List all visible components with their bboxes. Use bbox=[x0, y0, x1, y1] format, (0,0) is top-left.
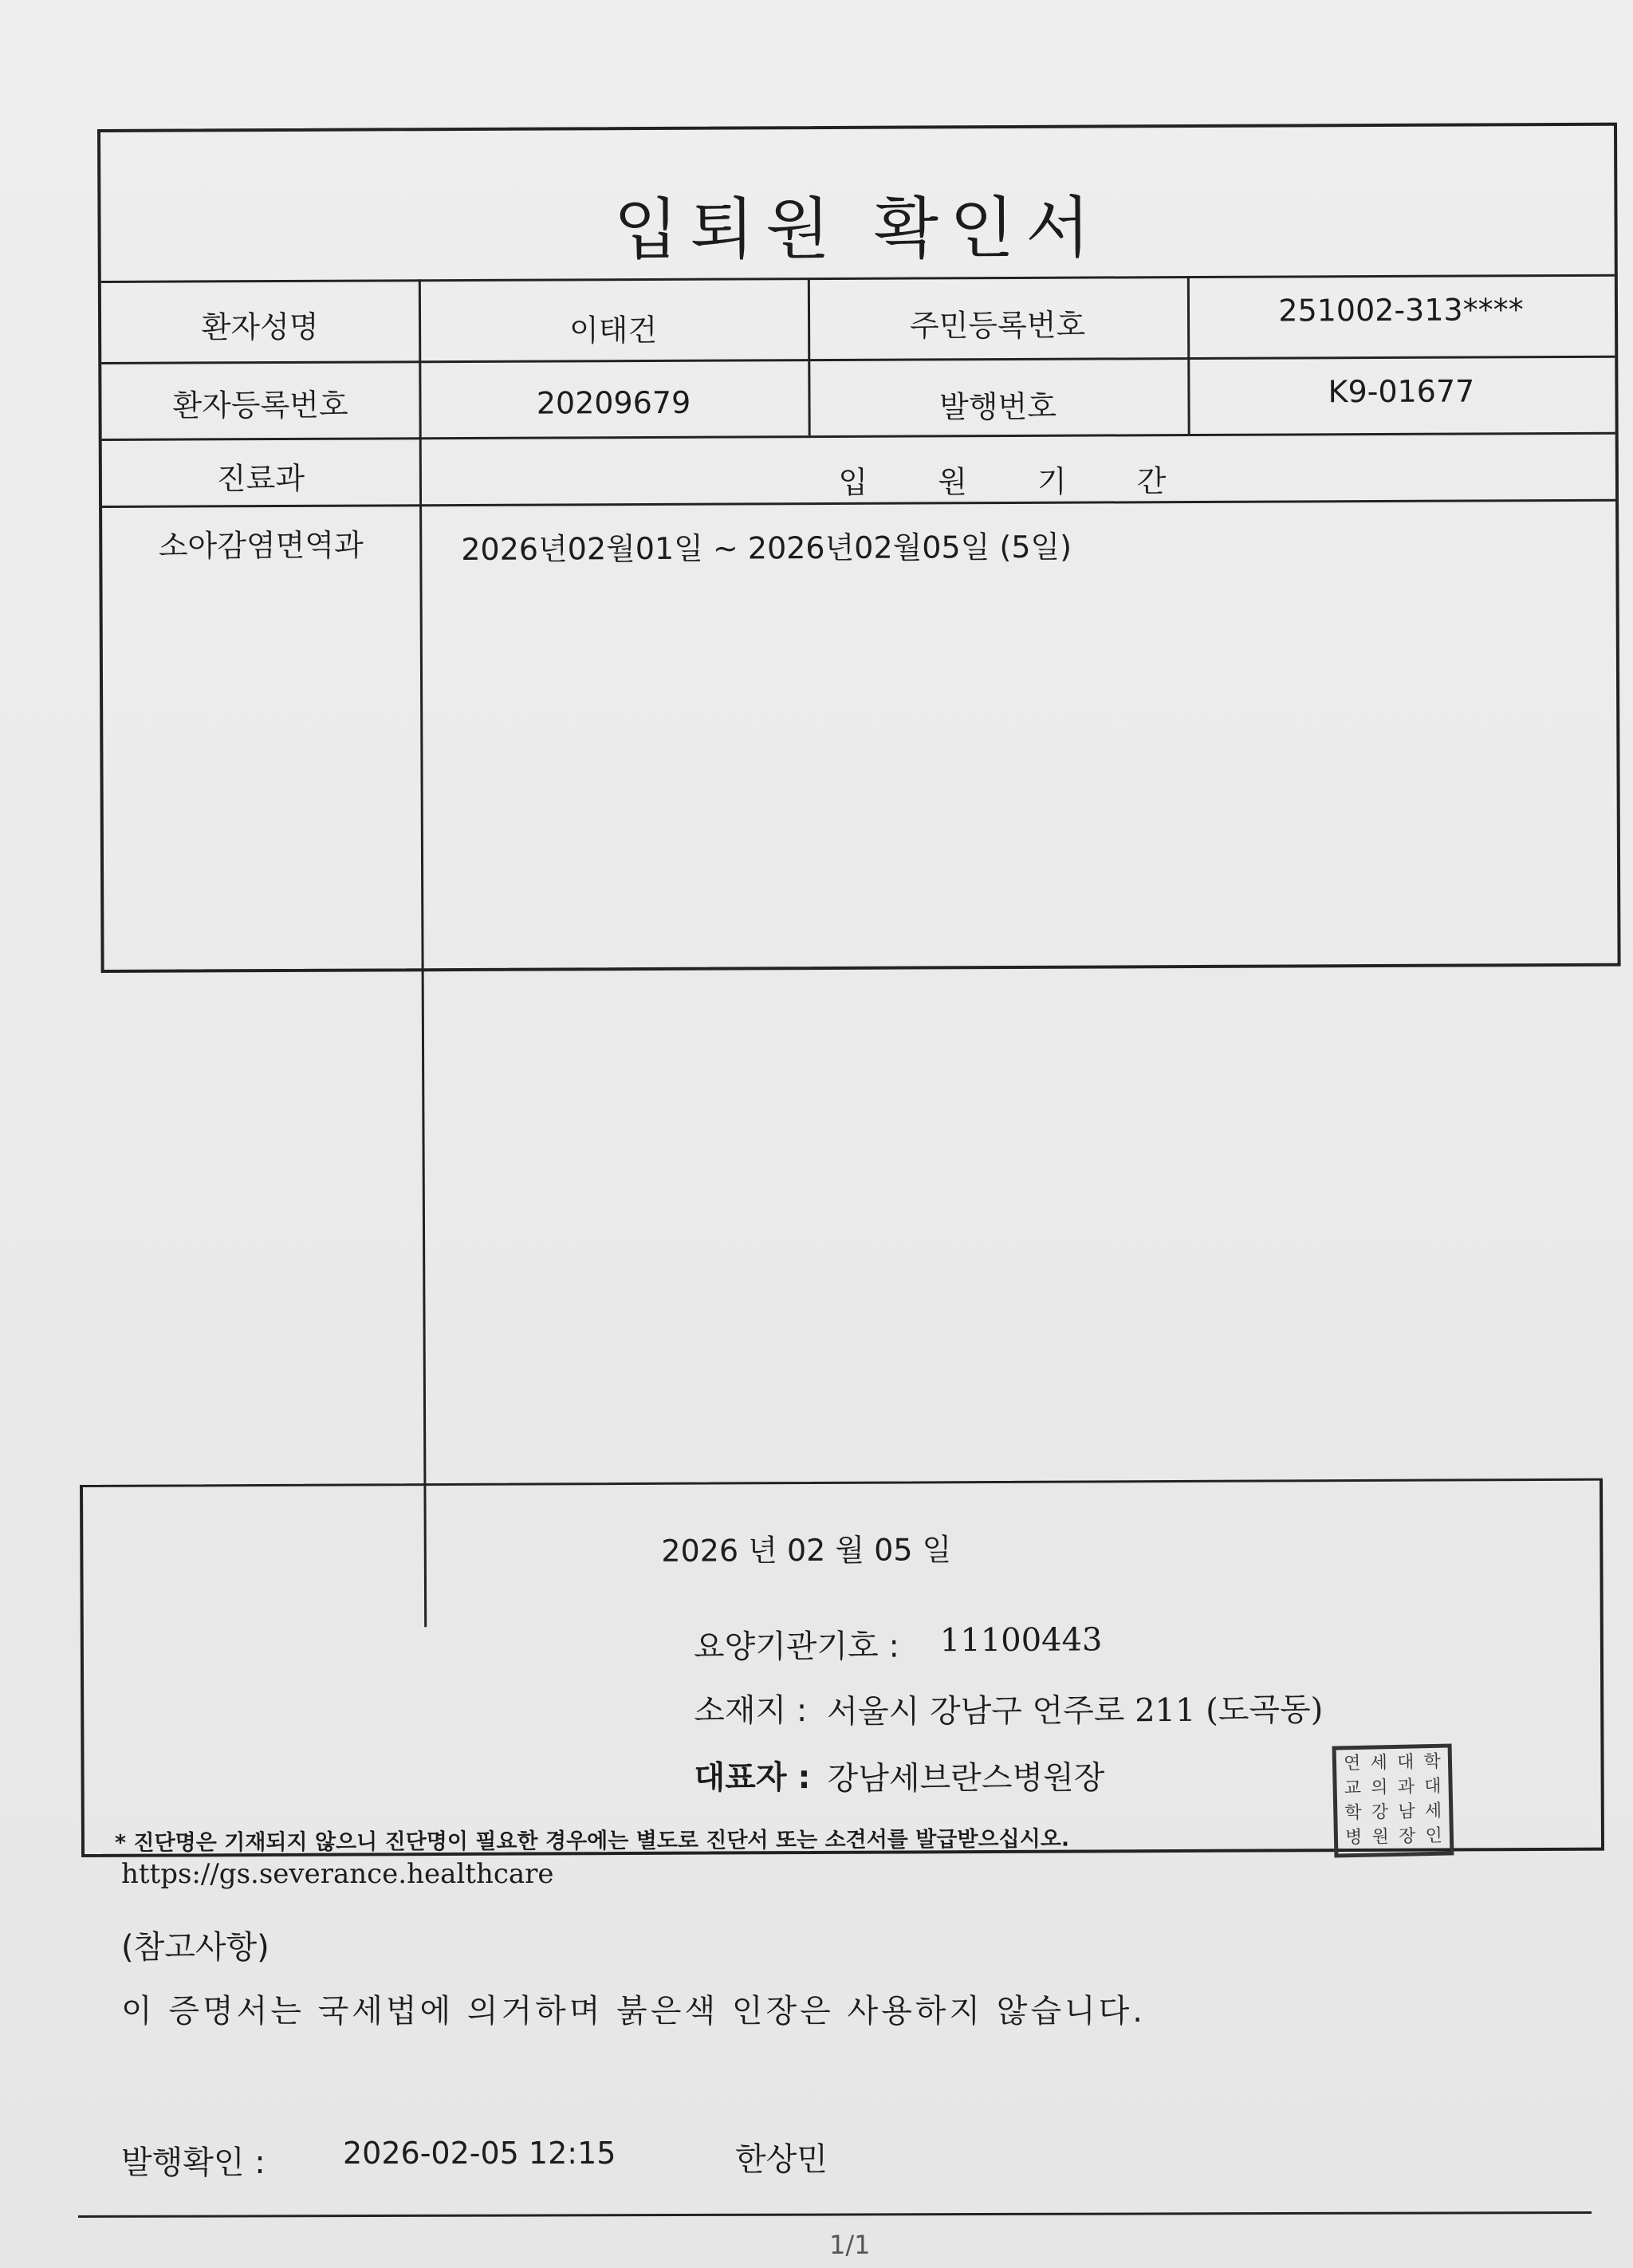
issuance-label: 발행확인 : bbox=[121, 2144, 266, 2181]
label-resident-number: 주민등록번호 bbox=[909, 307, 1086, 344]
divider bbox=[101, 356, 1615, 364]
issuer-name: 한상민 bbox=[735, 2141, 828, 2178]
address-label: 소재지 : bbox=[694, 1692, 808, 1730]
value-issue-number: K9-01677 bbox=[1328, 373, 1475, 410]
page-number: 1/1 bbox=[829, 2230, 871, 2260]
institution-code: 11100443 bbox=[939, 1621, 1103, 1660]
label-issue-number: 발행번호 bbox=[939, 388, 1057, 425]
reference-heading: (참고사항) bbox=[121, 1929, 270, 1966]
issuance-datetime: 2026-02-05 12:15 bbox=[343, 2136, 616, 2171]
certificate-form bbox=[97, 123, 1621, 973]
bottom-divider bbox=[78, 2211, 1592, 2218]
value-patient-reg-number: 20209679 bbox=[536, 384, 691, 421]
divider bbox=[102, 432, 1615, 441]
representative: 강남세브란스병원장 bbox=[827, 1759, 1105, 1797]
label-department: 진료과 bbox=[216, 460, 305, 497]
label-patient-reg-number: 환자등록번호 bbox=[172, 387, 348, 423]
institution-code-label: 요양기관기호 : bbox=[693, 1628, 900, 1666]
divider bbox=[101, 274, 1615, 283]
value-department: 소아감염면역과 bbox=[158, 527, 364, 564]
value-patient-name: 이태건 bbox=[569, 312, 658, 348]
website-url: https://gs.severance.healthcare bbox=[121, 1858, 554, 1890]
value-admission-period: 2026년02월01일 ~ 2026년02월05일 (5일) bbox=[461, 529, 1072, 568]
issue-date: 2026 년 02 월 05 일 bbox=[661, 1532, 952, 1569]
document-title: 입퇴원 확인서 bbox=[613, 188, 1102, 270]
label-patient-name: 환자성명 bbox=[201, 309, 319, 345]
address: 서울시 강남구 언주로 211 (도곡동) bbox=[827, 1691, 1324, 1731]
label-admission-period: 입 원 기 간 bbox=[838, 463, 1197, 500]
value-resident-number: 251002-313**** bbox=[1278, 292, 1524, 329]
reference-text: 이 증명서는 국세법에 의거하며 붉은색 인장은 사용하지 않습니다. bbox=[121, 1993, 1146, 2030]
diagnosis-notice: * 진단명은 기재되지 않으니 진단명이 필요한 경우에는 별도로 진단서 또는 소견서를 발급받으십시오. bbox=[114, 1826, 1070, 1856]
representative-label: 대표자 : bbox=[694, 1759, 811, 1797]
hospital-seal: 연 세 대 학 교 의 과 대 학 강 남 세 병 원 장 인 bbox=[1332, 1743, 1454, 1857]
